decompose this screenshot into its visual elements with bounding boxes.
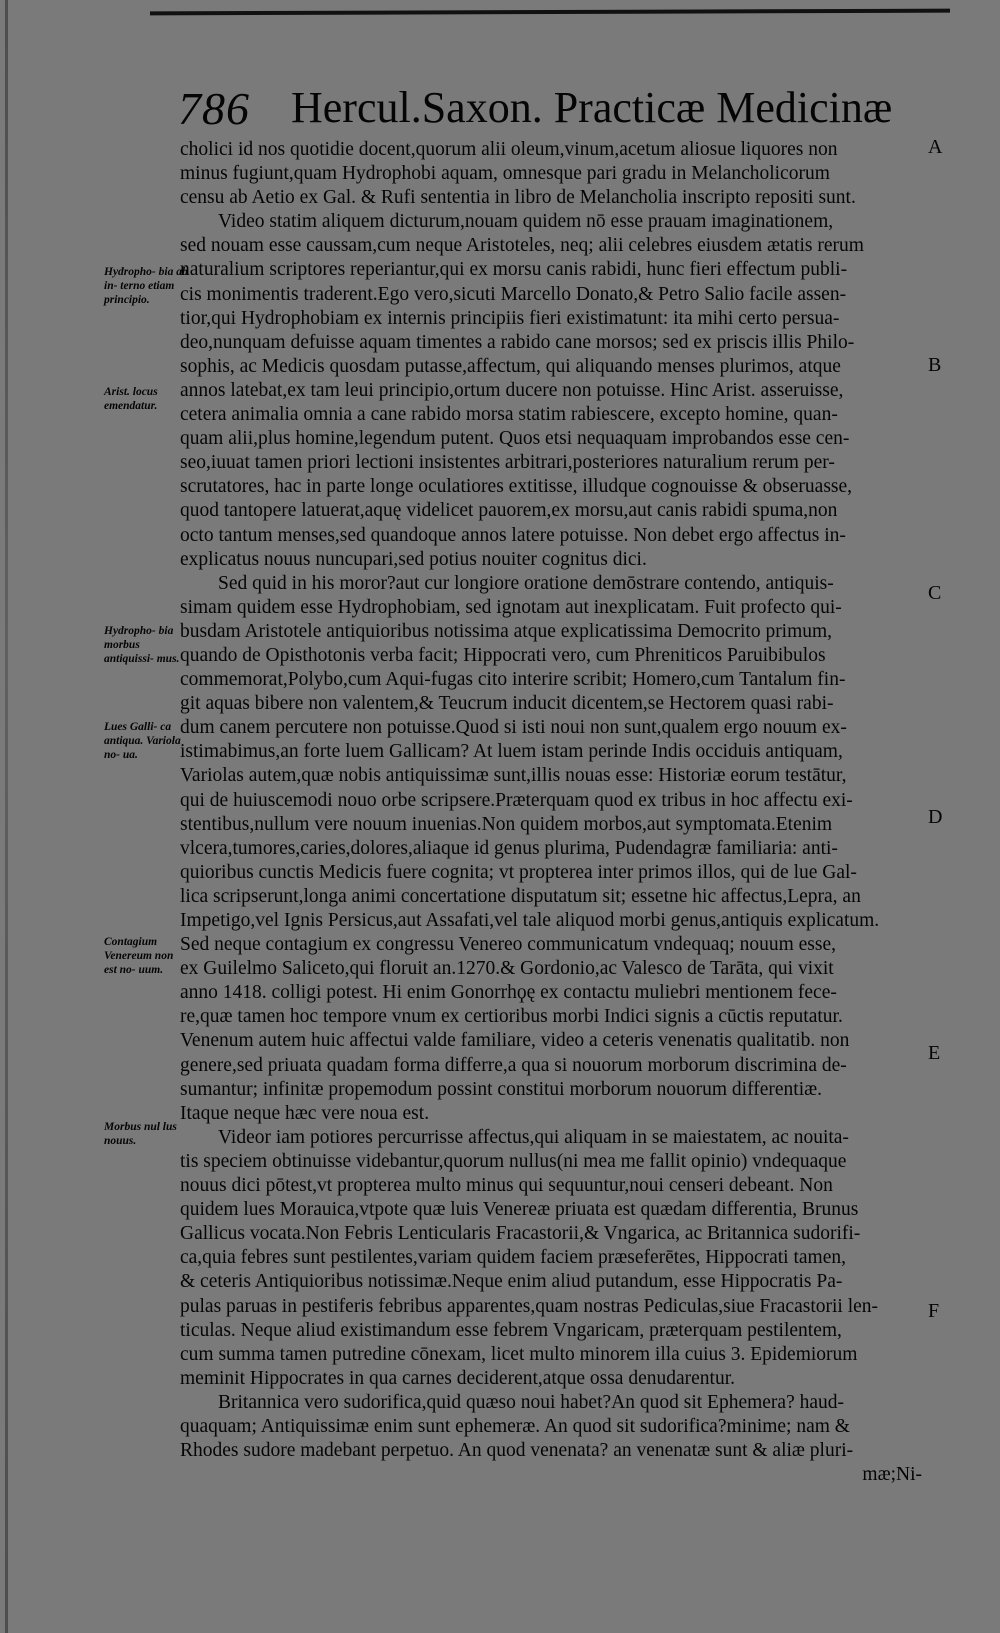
text-line: explicatus nouus nuncupari,sed potius nouiter cognitus dici.	[180, 548, 647, 570]
marginal-note-aristotle: Arist. locus emendatur.	[104, 386, 158, 412]
text-line: quando de Opisthotonis verba facit; Hippocrati vero, cum Phreniticos Paruibibulos	[180, 644, 826, 666]
text-line: pulas paruas in pestiferis febribus apparentes,quam nostras Pediculas,siue Fracastorii len-	[180, 1295, 879, 1317]
text-line: quod tantopere latuerat,aquę videlicet pauorem,ex morsu,aut canis rabidi spuma,non	[180, 500, 838, 522]
text-line: Video statim aliquem dicturum,nouam quidem nō esse prauam imaginationem,	[218, 211, 834, 233]
text-line: anno 1418. colligi potest. Hi enim Gonorrhϙę ex contactu muliebri mentionem fece-	[180, 982, 837, 1004]
page-number: 786	[178, 83, 250, 134]
text-line: sumantur; infinitæ propemodum possint constitui morborum nouorum differentiæ.	[180, 1078, 823, 1100]
text-line: Gallicus vocata.Non Febris Lenticularis Fracastorii,& Vngarica, ac Britannica sudorifi-	[180, 1223, 861, 1245]
text-line: cholici id nos quotidie docent,quorum alii oleum,vinum,acetum aliosue liquores non	[180, 139, 838, 160]
text-line: quam alii,plus homine,legendum putent. Quos etsi nequaquam improbandos esse cen-	[180, 428, 850, 450]
text-line: ca,quia febres sunt pestilentes,variam quidem faciem præseferētes, Hippocrati tamen,	[180, 1247, 846, 1269]
main-text-block	[180, 138, 922, 1487]
section-letter-b: B	[928, 354, 942, 376]
text-line: cetera animalia omnia a cane rabido morsa statim rabiescere, excepto homine, quan-	[180, 404, 838, 426]
text-line: & ceteris Antiquioribus notissimæ.Neque enim aliud putandum, esse Hippocratis Pa-	[180, 1271, 843, 1293]
text-line: ticulas. Neque aliud existimandum esse febrem Vngaricam, præterquam pestilentem,	[180, 1319, 842, 1341]
page-header	[178, 78, 938, 136]
section-letter-f: F	[928, 1300, 940, 1322]
text-line: tis speciem obtinuisse videbantur,quorum nullus(ni mea me fallit opinio) vndequaque	[180, 1150, 847, 1172]
marginal-note-hydrophobia-ancient: Hydropho- bia morbus antiquissi- mus.	[104, 625, 180, 665]
text-line: Itaque neque hæc vere noua est.	[180, 1102, 430, 1124]
marginal-note-hydrophobia-internal: Hydropho- bia ab in- terno etiam principio.	[104, 266, 188, 306]
text-line: Videor iam potiores percurrisse affectus,qui aliquam in se maiestatem, ac nouita-	[218, 1126, 849, 1148]
text-line: octo tantum menses,sed quandoque annos latere potuisse. Non debet ergo affectus in-	[180, 524, 846, 546]
top-rule	[150, 9, 950, 16]
text-line: simam quidem esse Hydrophobiam, sed ignotam aut inexplicatam. Fuit profecto qui-	[180, 596, 842, 618]
text-line: scrutatores, hac in parte longe oculatiores extitisse, illudque cognouisse & obseruasse,	[180, 476, 853, 498]
marginal-note-lues-gallica: Lues Galli- ca antiqua. Variola no- ua.	[104, 721, 181, 761]
marginal-note-contagium: Contagium Venereum non est no- uum.	[104, 936, 174, 976]
text-line: qui de huiuscemodi nouo orbe scripsere.Præterquam quod ex tribus in hoc affectu exi-	[180, 789, 853, 811]
text-line: Rhodes sudore madebant perpetuo. An quod venenata? an venenatæ sunt & aliæ pluri-	[180, 1440, 854, 1462]
section-letter-d: D	[928, 806, 943, 828]
text-line: lica scripserunt,longa animi concertatione disputatum sit; essetne hic affectus,Lepra, an	[180, 885, 861, 907]
section-letter-a: A	[928, 136, 943, 158]
text-line: busdam Aristotele antiquioribus notissima atque explicatissima Democrito primum,	[180, 620, 833, 642]
text-line: ex Guilelmo Saliceto,qui floruit an.1270.& Gordonio,ac Valesco de Tarāta, qui vixit	[180, 958, 834, 980]
text-line: Impetigo,vel Ignis Persicus,aut Assafati,vel tale aliquod morbi genus,antiquis explicatum.	[180, 910, 880, 931]
text-line: minus fugiunt,quam Hydrophobi aquam, omnesque pari gradu in Melancholicorum	[180, 163, 830, 185]
text-line: naturalium scriptores reperiantur,qui ex morsu canis rabidi, hunc fieri effectum publi-	[180, 259, 848, 281]
text-line: istimabimus,an forte luem Gallicam? At luem istam perinde Indis occiduis antiquam,	[180, 741, 843, 763]
section-letter-e: E	[928, 1042, 941, 1064]
text-line: commemorat,Polybo,cum Aqui-fugas cito interire scribit; Homero,cum Tantalum fin-	[180, 669, 846, 691]
text-line: genere,sed priuata quadam forma differre,a qua si nouorum morborum discrimina de-	[180, 1054, 847, 1076]
text-line: censu ab Aetio ex Gal. & Rufi sententia in libro de Melancholia inscripto repositi sunt.	[180, 187, 856, 209]
text-line: cum summa tamen putredine cōnexam, licet multo minorem illa cuius 3. Epidemiorum	[180, 1343, 858, 1365]
text-line: Sed neque contagium ex congressu Venereo communicatum vndequaq; nouum esse,	[180, 934, 836, 956]
text-line: dum canem percutere non potuisse.Quod si isti noui non sunt,qualem ergo nouum ex-	[180, 717, 847, 739]
text-line: re,quæ tamen hoc tempore vnum ex certioribus morbi Indici signis a cūctis reputatur.	[180, 1006, 843, 1028]
text-line: nouus dici pōtest,vt propterea multo minus qui sequuntur,noui censeri debeant. Non	[180, 1175, 833, 1197]
text-line: stentibus,nullum vere nouum inuenias.Non quidem morbos,aut symptomata.Etenim	[180, 813, 833, 835]
marginal-note-morbus-nullus: Morbus nul lus nouus.	[104, 1121, 177, 1147]
text-line: Sed quid in his moror?aut cur longiore oratione demōstrare contendo, antiquis-	[218, 572, 834, 594]
text-line: deo,nunquam defuisse aquam timentes a rabido cane morsos; sed ex priscis illis Philo-	[180, 331, 855, 353]
section-letter-c: C	[928, 582, 942, 604]
text-line: quioribus cunctis Medicis fuere cognita; vt propterea inter primos illos, qui de lue Gal-	[180, 861, 857, 883]
text-line: git aquas bibere non valentem,& Teucrum inducit dicentem,se Hectorem quasi rabi-	[180, 693, 834, 715]
text-line: mæ;Ni-	[862, 1464, 922, 1486]
text-line: cis monimentis traderent.Ego vero,sicuti Marcello Donato,& Petro Salio facile assen-	[180, 283, 847, 305]
text-line: vlcera,tumores,caries,dolores,aliaque id genus plurima, Pudendagræ familiaria: anti-	[180, 837, 838, 859]
text-line: Britannica vero sudorifica,quid quæso noui habet?An quod sit Ephemera? haud-	[218, 1391, 844, 1413]
text-line: sed nouam esse caussam,cum neque Aristoteles, neq; alii celebres eiusdem ætatis rerum	[180, 235, 864, 257]
text-line: Venenum autem huic affectui valde familiare, video a ceteris venenatis qualitatib. non	[180, 1030, 850, 1052]
text-line: sophis, ac Medicis quosdam putasse,affectum, qui aliquando menses plurimos, atque	[180, 355, 841, 377]
running-title: Hercul.Saxon. Practicæ Medicinæ	[291, 83, 893, 132]
text-line: seo,iuuat tamen priori lectioni insistentes arbitrari,posteriores naturalium rerum per-	[180, 452, 835, 474]
text-line: Variolas autem,quæ nobis antiquissimæ sunt,illis nouas esse: Historiæ eorum testātur,	[180, 765, 847, 787]
text-line: tior,qui Hydrophobiam ex internis principiis fieri existimatunt: ita mihi certo persua-	[180, 307, 840, 329]
text-line: quidem lues Morauica,vtpote quæ luis Venereæ priuata est quædam differentia, Brunus	[180, 1199, 859, 1221]
text-line: annos latebat,ex tam leui principio,ortum ducere non potuisse. Hinc Arist. asseruisse,	[180, 379, 844, 401]
page-edge-shadow	[5, 0, 8, 1633]
text-line: meminit Hippocrates in qua carnes deciderent,atque ossa denudarentur.	[180, 1367, 736, 1389]
text-line: quaquam; Antiquissimæ enim sunt ephemeræ. An quod sit sudorifica?minime; nam &	[180, 1415, 850, 1437]
